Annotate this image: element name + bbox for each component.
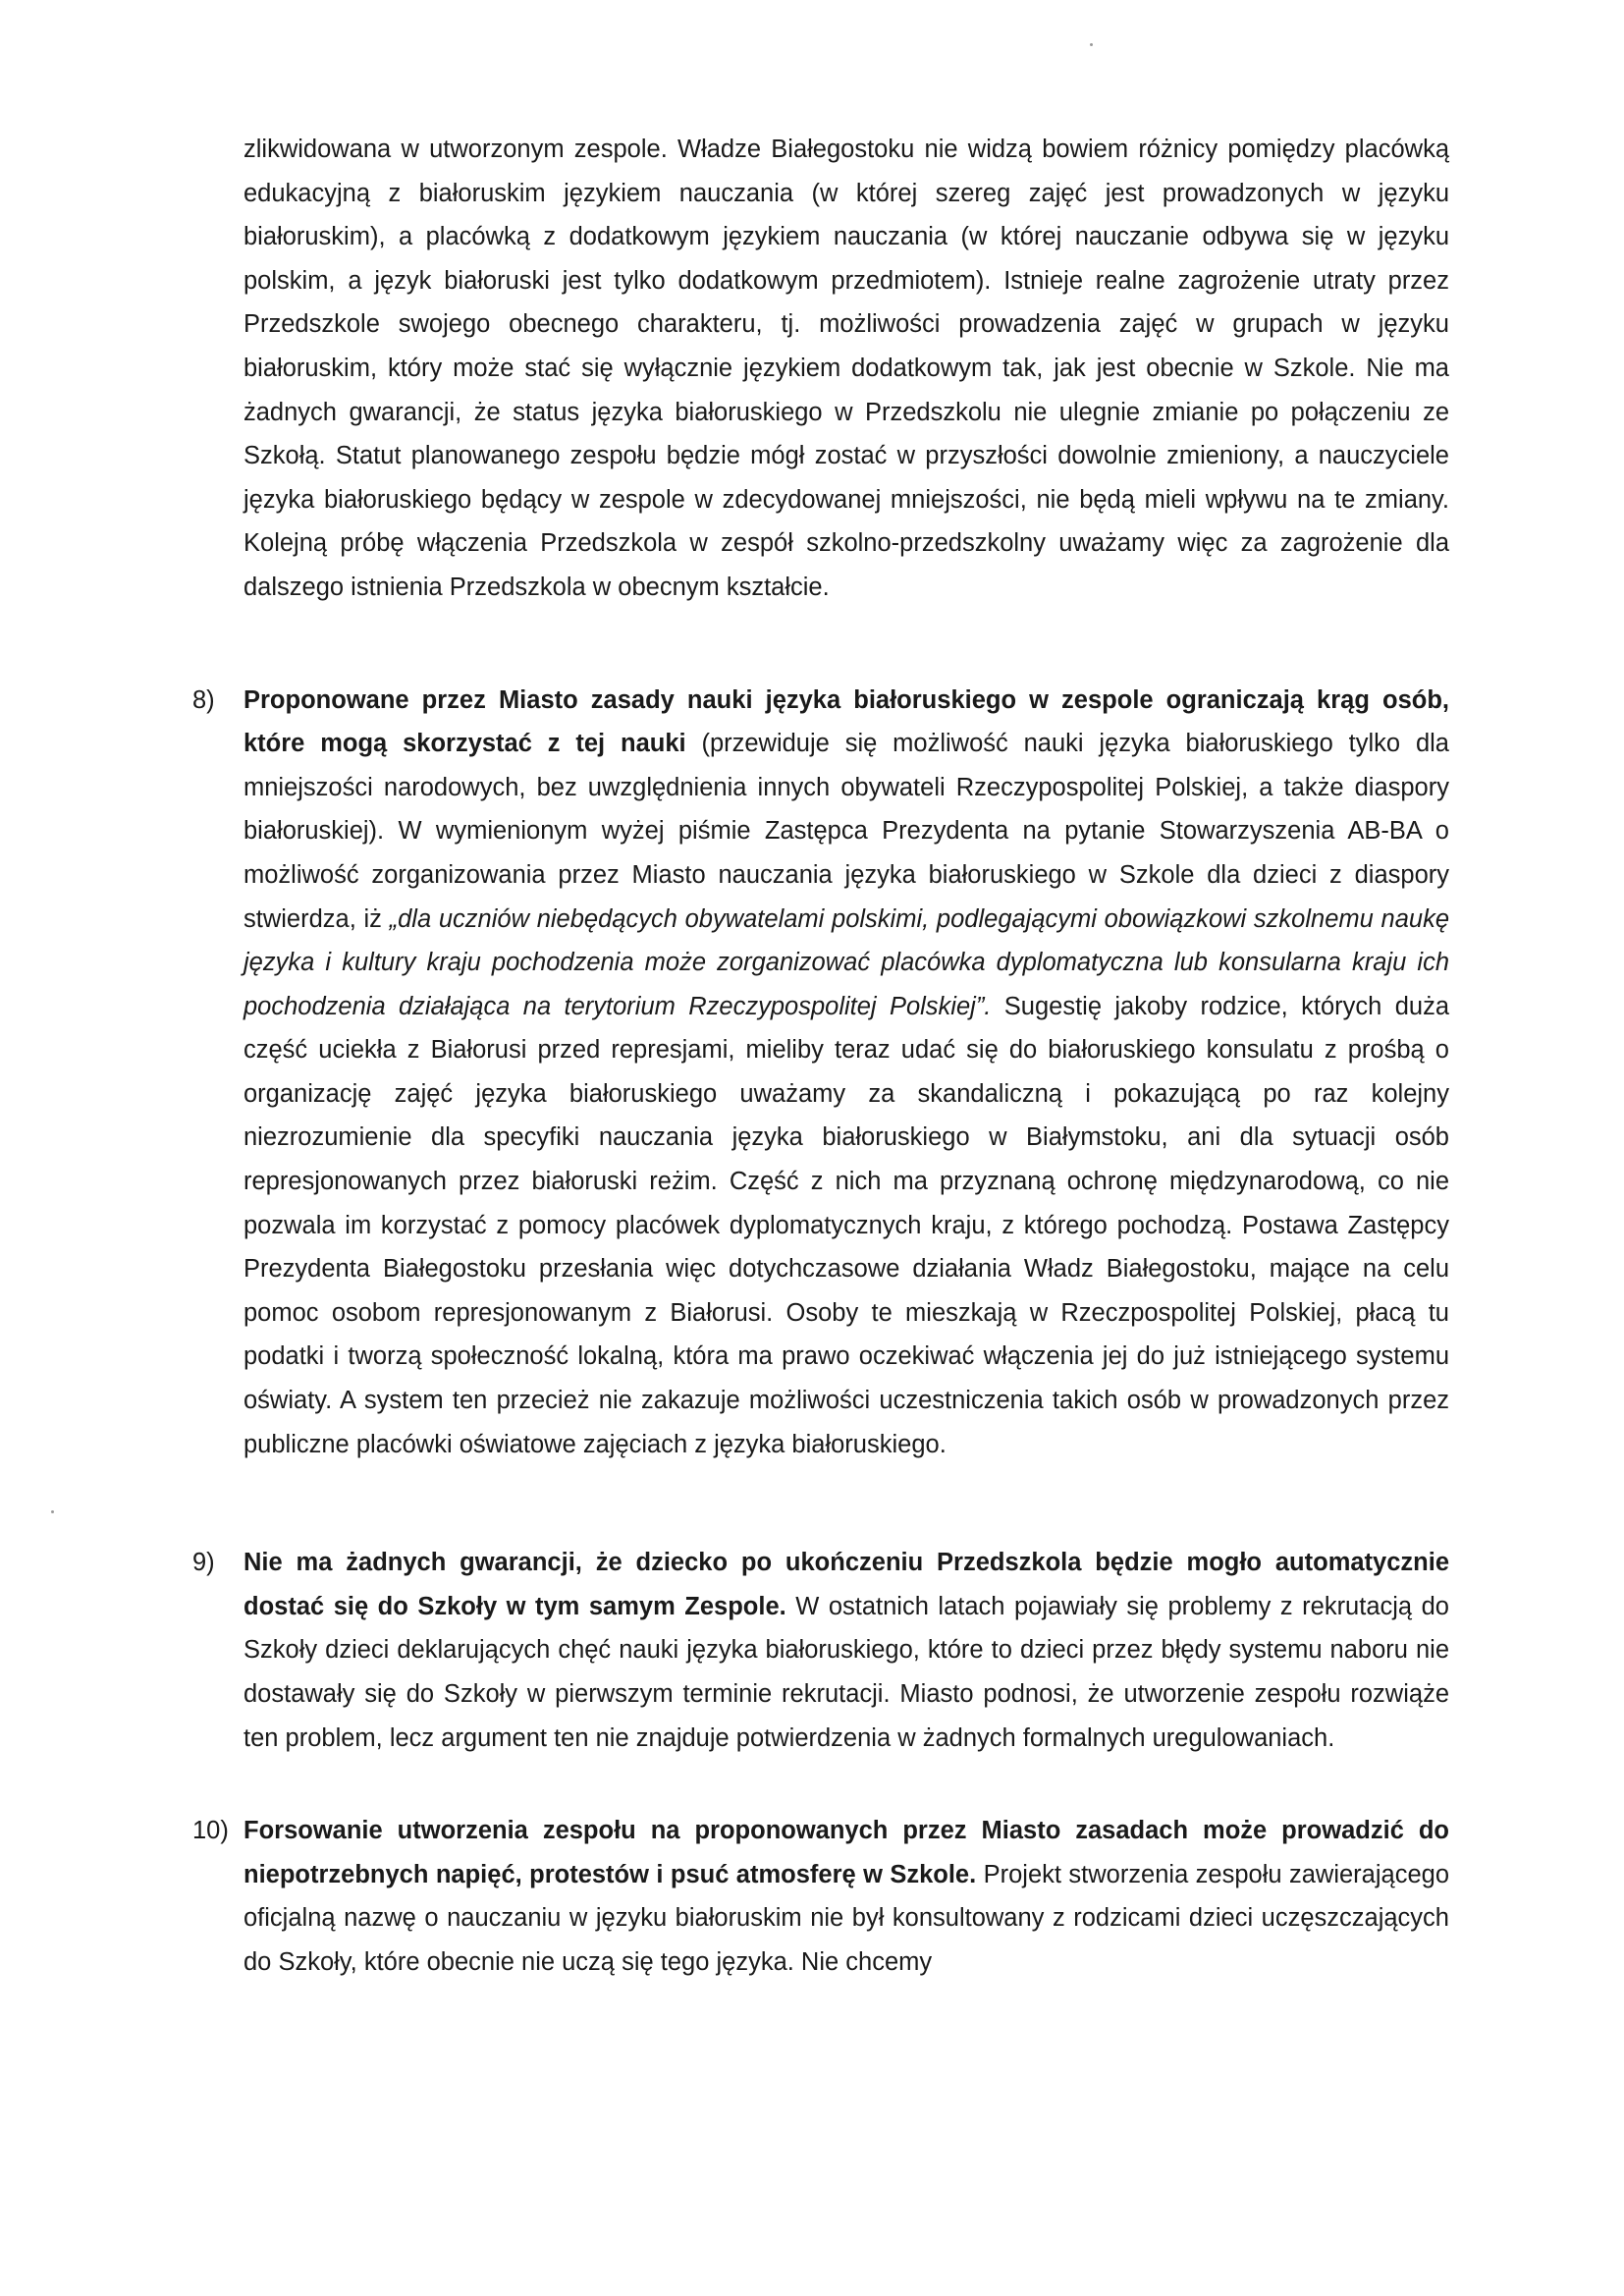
item-8-text-before-quote: (przewiduje się możliwość nauki języka białoruskiego tylko dla mniejszości narodowych, bez uwzględnienia innych obywateli Rzeczypospolitej Polskiej, a także diaspory białoruskiej). W wymienionym wyżej piśmie Zastępca Prezydenta na pytanie Stowarzyszenia AB-BA o możliwość zorganizowania przez Miasto nauczania języka białoruskiego w Szkole dla dzieci z diaspory stwierdza, iż (244, 730, 1449, 933)
item-10-bold-lead: Forsowanie utworzenia zespołu na proponowanych przez Miasto zasadach może prowadzić do niepotrzebnych napięć, protestów i psuć atmosferę w Szkole. (244, 1817, 1449, 1888)
item-10-text: Projekt stworzenia zespołu zawierającego oficjalną nazwę o nauczaniu w języku białoruskim nie był konsultowany z rodzicami dzieci uczęszczających do Szkoły, które obecnie nie uczą się tego języka. Nie chcemy (244, 1860, 1449, 1976)
item-8-bold-lead: Proponowane przez Miasto zasady nauki języka białoruskiego w zespole ograniczają krąg osób, które mogą skorzystać z tej nauki (244, 685, 1449, 758)
spacer (244, 610, 1449, 679)
spacer (244, 1466, 1449, 1541)
item-8-text-after-quote: Sugestię jakoby rodzice, których duża część uciekła z Białorusi przed represjami, mieliby teraz udać się do białoruskiego konsulatu z prośbą o organizację zajęć języka białoruskiego uważamy za skandaliczną i pokazującą po raz kolejny niezrozumienie dla specyfiki nauczania języka białoruskiego w Białymstoku, ani dla sytuacji osób represjonowanych przez białoruski reżim. Część z nich ma przyznaną ochronę międzynarodową, co nie pozwala im korzystać z pomocy placówek dyplomatycznych kraju, z którego pochodzą. Postawa Zastępcy Prezydenta Białegostoku przesłania więc dotychczasowe działania Władz Białegostoku, mające na celu pomoc osobom represjonowanym z Białorusi. Osoby te mieszkają w Rzeczpospolitej Polskiej, płacą tu podatki i tworzą społeczność lokalną, która ma prawo oczekiwać włączenia jej do już istniejącego systemu oświaty. A system ten przecież nie zakazuje możliwości uczestniczenia takich osób w prowadzonych przez publiczne placówki oświatowe zajęciach z języka białoruskiego. (244, 992, 1449, 1458)
spacer (244, 1760, 1449, 1809)
item-number: 10) (192, 1817, 229, 1845)
scan-speck (1090, 43, 1093, 46)
item-number: 9) (192, 1549, 215, 1577)
list-item-10 (192, 1809, 1449, 1984)
item-8-paragraph (244, 679, 1449, 1467)
list-item-8 (192, 679, 1449, 1467)
item-number: 8) (192, 685, 215, 714)
item-8-quote: „dla uczniów niebędących obywatelami polskimi, podlegającymi obowiązkowi szkolnemu naukę języka i kultury kraju pochodzenia może zorganizować placówka dyplomatyczna lub konsularna kraju ich pochodzenia działająca na terytorium Rzeczypospolitej Polskiej”. (244, 904, 1449, 1020)
list-item-9 (192, 1541, 1449, 1760)
item-9-text: W ostatnich latach pojawiały się problemy z rekrutacją do Szkoły dzieci deklarujących chęć nauki języka białoruskiego, które to dzieci przez błędy systemu naboru nie dostawały się do Szkoły w pierwszym terminie rekrutacji. Miasto podnosi, że utworzenie zespołu rozwiąże ten problem, lecz argument ten nie znajduje potwierdzenia w żadnych formalnych uregulowaniach. (244, 1592, 1449, 1752)
item-9-paragraph (244, 1541, 1449, 1760)
item-9-bold-lead: Nie ma żadnych gwarancji, że dziecko po ukończeniu Przedszkola będzie mogło automatycznie dostać się do Szkoły w tym samym Zespole. (244, 1549, 1449, 1620)
scan-speck (51, 1510, 54, 1513)
item-10-paragraph (244, 1809, 1449, 1984)
intro-paragraph: zlikwidowana w utworzonym zespole. Władze Białegostoku nie widzą bowiem różnicy pomiędzy placówką edukacyjną z białoruskim językiem nauczania (w której szereg zajęć jest prowadzonych w języku białoruskim), a placówką z dodatkowym językiem nauczania (w której nauczanie odbywa się w języku polskim, a język białoruski jest tylko dodatkowym przedmiotem). Istnieje realne zagrożenie utraty przez Przedszkole swojego obecnego charakteru, tj. możliwości prowadzenia zajęć w grupach w języku białoruskim, który może stać się wyłącznie językiem dodatkowym tak, jak jest obecnie w Szkole. Nie ma żadnych gwarancji, że status języka białoruskiego w Przedszkolu nie ulegnie zmianie po połączeniu ze Szkołą. Statut planowanego zespołu będzie mógł zostać w przyszłości dowolnie zmieniony, a nauczyciele języka białoruskiego będący w zespole w zdecydowanej mniejszości, nie będą mieli wpływu na te zmiany. Kolejną próbę włączenia Przedszkola w zespół szkolno-przedszkolny uważamy więc za zagrożenie dla dalszego istnienia Przedszkola w obecnym kształcie. (244, 136, 1449, 601)
